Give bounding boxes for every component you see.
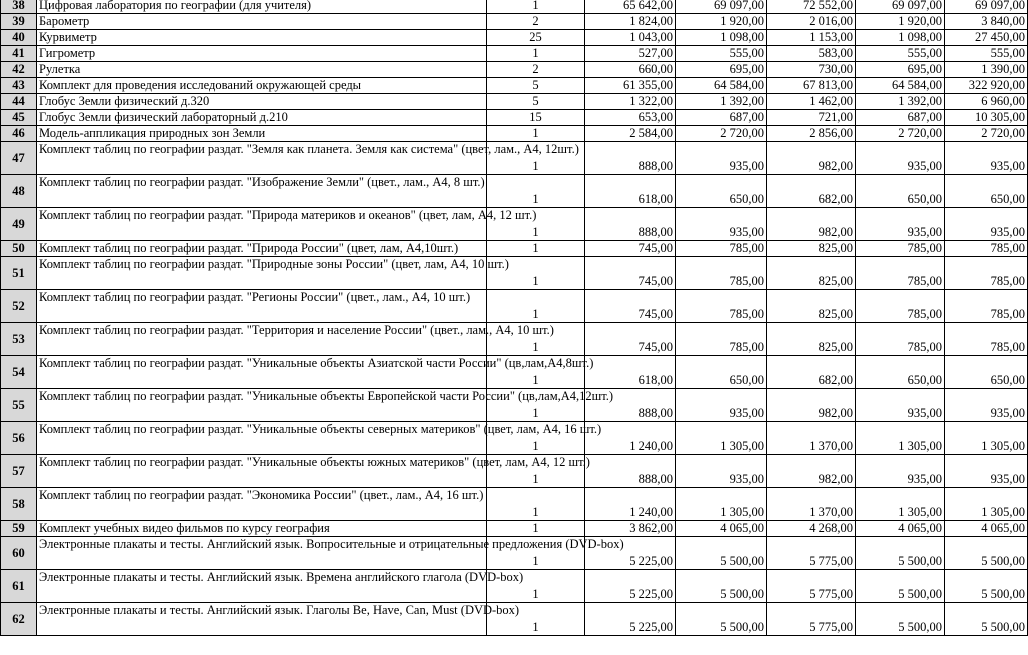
table-row bbox=[1, 94, 1028, 110]
table-row bbox=[1, 110, 1028, 126]
price-1-cell[interactable]: 1 322,00 bbox=[585, 94, 676, 110]
quantity-cell[interactable]: 1 bbox=[487, 455, 585, 488]
total-cell[interactable]: 785,00 bbox=[945, 241, 1028, 257]
total-cell[interactable]: 935,00 bbox=[945, 455, 1028, 488]
table-row bbox=[1, 241, 1028, 257]
price-1-cell[interactable]: 745,00 bbox=[585, 323, 676, 356]
price-3-cell[interactable]: 4 268,00 bbox=[767, 521, 856, 537]
price-2-cell[interactable]: 1 098,00 bbox=[676, 30, 767, 46]
quantity-cell[interactable]: 1 bbox=[487, 521, 585, 537]
item-name-cell[interactable]: Комплект таблиц по географии раздат. "Территория и население России" (цвет., лам., А4, 10 шт.) bbox=[37, 323, 487, 356]
table-row bbox=[1, 142, 1028, 175]
item-name-cell[interactable]: Барометр bbox=[37, 14, 487, 30]
row-number-cell[interactable]: 44 bbox=[1, 94, 37, 110]
row-number-cell[interactable]: 38 bbox=[1, 0, 37, 14]
average-price-cell[interactable]: 785,00 bbox=[856, 241, 945, 257]
item-name-cell[interactable]: Комплект таблиц по географии раздат. "Земля как планета. Земля как система" (цвет, лам., А4, 12шт.) bbox=[37, 142, 487, 175]
row-number-cell[interactable]: 54 bbox=[1, 356, 37, 389]
price-1-cell[interactable]: 1 240,00 bbox=[585, 488, 676, 521]
quantity-cell[interactable]: 1 bbox=[487, 126, 585, 142]
total-cell[interactable]: 5 500,00 bbox=[945, 570, 1028, 603]
average-price-cell[interactable]: 1 305,00 bbox=[856, 422, 945, 455]
average-price-cell[interactable]: 1 305,00 bbox=[856, 488, 945, 521]
price-1-cell[interactable]: 65 642,00 bbox=[585, 0, 676, 14]
price-3-cell[interactable]: 982,00 bbox=[767, 208, 856, 241]
price-3-cell[interactable]: 1 462,00 bbox=[767, 94, 856, 110]
table-row bbox=[1, 208, 1028, 241]
average-price-cell[interactable]: 785,00 bbox=[856, 257, 945, 290]
row-number-cell[interactable]: 48 bbox=[1, 175, 37, 208]
price-1-cell[interactable]: 2 584,00 bbox=[585, 126, 676, 142]
price-1-cell[interactable]: 61 355,00 bbox=[585, 78, 676, 94]
average-price-cell[interactable]: 1 392,00 bbox=[856, 94, 945, 110]
total-cell[interactable]: 1 305,00 bbox=[945, 488, 1028, 521]
price-1-cell[interactable]: 888,00 bbox=[585, 142, 676, 175]
price-2-cell[interactable]: 785,00 bbox=[676, 323, 767, 356]
total-cell[interactable]: 5 500,00 bbox=[945, 537, 1028, 570]
row-number-cell[interactable]: 62 bbox=[1, 603, 37, 636]
item-name-cell[interactable]: Комплект для проведения исследований окружающей среды bbox=[37, 78, 487, 94]
total-cell[interactable]: 785,00 bbox=[945, 290, 1028, 323]
price-2-cell[interactable]: 935,00 bbox=[676, 455, 767, 488]
price-3-cell[interactable]: 682,00 bbox=[767, 356, 856, 389]
average-price-cell[interactable]: 64 584,00 bbox=[856, 78, 945, 94]
item-name-cell[interactable]: Комплект таблиц по географии раздат. "Уникальные объекты северных материков" (цвет, лам, А4, 16 шт.) bbox=[37, 422, 487, 455]
price-3-cell[interactable]: 1 370,00 bbox=[767, 488, 856, 521]
price-2-cell[interactable]: 785,00 bbox=[676, 241, 767, 257]
price-3-cell[interactable]: 2 016,00 bbox=[767, 14, 856, 30]
row-number-cell[interactable]: 40 bbox=[1, 30, 37, 46]
total-cell[interactable]: 10 305,00 bbox=[945, 110, 1028, 126]
item-name-cell[interactable]: Комплект таблиц по географии раздат. "Уникальные объекты Европейской части России" (цв,лам,А4,12шт.) bbox=[37, 389, 487, 422]
row-number-cell[interactable]: 39 bbox=[1, 14, 37, 30]
total-cell[interactable]: 1 305,00 bbox=[945, 422, 1028, 455]
price-3-cell[interactable]: 982,00 bbox=[767, 142, 856, 175]
price-2-cell[interactable]: 555,00 bbox=[676, 46, 767, 62]
quantity-cell[interactable]: 1 bbox=[487, 0, 585, 14]
average-price-cell[interactable]: 650,00 bbox=[856, 356, 945, 389]
item-name-cell[interactable]: Комплект таблиц по географии раздат. "Уникальные объекты южных материков" (цвет, лам, А4, 12 шт.) bbox=[37, 455, 487, 488]
item-name-cell[interactable]: Глобус Земли физический д.320 bbox=[37, 94, 487, 110]
average-price-cell[interactable]: 555,00 bbox=[856, 46, 945, 62]
price-1-cell[interactable]: 1 824,00 bbox=[585, 14, 676, 30]
table-row bbox=[1, 356, 1028, 389]
item-name-cell[interactable]: Гигрометр bbox=[37, 46, 487, 62]
total-cell[interactable]: 935,00 bbox=[945, 142, 1028, 175]
row-number-cell[interactable]: 53 bbox=[1, 323, 37, 356]
price-2-cell[interactable]: 2 720,00 bbox=[676, 126, 767, 142]
total-cell[interactable]: 935,00 bbox=[945, 208, 1028, 241]
average-price-cell[interactable]: 935,00 bbox=[856, 455, 945, 488]
total-cell[interactable]: 650,00 bbox=[945, 356, 1028, 389]
price-3-cell[interactable]: 982,00 bbox=[767, 389, 856, 422]
price-2-cell[interactable]: 1 392,00 bbox=[676, 94, 767, 110]
item-name-cell[interactable]: Комплект таблиц по географии раздат. "Природа России" (цвет, лам, А4,10шт.) bbox=[37, 241, 487, 257]
table-row bbox=[1, 389, 1028, 422]
price-1-cell[interactable]: 5 225,00 bbox=[585, 570, 676, 603]
table-row bbox=[1, 78, 1028, 94]
price-3-cell[interactable]: 5 775,00 bbox=[767, 537, 856, 570]
quantity-cell[interactable]: 1 bbox=[487, 241, 585, 257]
price-3-cell[interactable]: 982,00 bbox=[767, 455, 856, 488]
row-number-cell[interactable]: 59 bbox=[1, 521, 37, 537]
quantity-cell[interactable]: 1 bbox=[487, 570, 585, 603]
price-3-cell[interactable]: 730,00 bbox=[767, 62, 856, 78]
quantity-cell[interactable]: 5 bbox=[487, 94, 585, 110]
price-2-cell[interactable]: 5 500,00 bbox=[676, 537, 767, 570]
price-2-cell[interactable]: 687,00 bbox=[676, 110, 767, 126]
total-cell[interactable]: 935,00 bbox=[945, 389, 1028, 422]
price-3-cell[interactable]: 721,00 bbox=[767, 110, 856, 126]
item-name-cell[interactable]: Комплект таблиц по географии раздат. "Изображение Земли" (цвет., лам., А4, 8 шт.) bbox=[37, 175, 487, 208]
row-number-cell[interactable]: 46 bbox=[1, 126, 37, 142]
price-2-cell[interactable]: 935,00 bbox=[676, 142, 767, 175]
table-row bbox=[1, 521, 1028, 537]
quantity-cell[interactable]: 1 bbox=[487, 603, 585, 636]
price-1-cell[interactable]: 5 225,00 bbox=[585, 537, 676, 570]
price-1-cell[interactable]: 745,00 bbox=[585, 257, 676, 290]
price-1-cell[interactable]: 745,00 bbox=[585, 290, 676, 323]
average-price-cell[interactable]: 785,00 bbox=[856, 290, 945, 323]
row-number-cell[interactable]: 52 bbox=[1, 290, 37, 323]
price-1-cell[interactable]: 888,00 bbox=[585, 208, 676, 241]
average-price-cell[interactable]: 687,00 bbox=[856, 110, 945, 126]
quantity-cell[interactable]: 2 bbox=[487, 14, 585, 30]
price-1-cell[interactable]: 3 862,00 bbox=[585, 521, 676, 537]
average-price-cell[interactable]: 5 500,00 bbox=[856, 603, 945, 636]
table-row bbox=[1, 603, 1028, 636]
price-3-cell[interactable]: 825,00 bbox=[767, 323, 856, 356]
table-row bbox=[1, 257, 1028, 290]
item-name-cell[interactable]: Комплект таблиц по географии раздат. "Природные зоны России" (цвет, лам, А4, 10 шт.) bbox=[37, 257, 487, 290]
price-2-cell[interactable]: 5 500,00 bbox=[676, 570, 767, 603]
average-price-cell[interactable]: 695,00 bbox=[856, 62, 945, 78]
price-2-cell[interactable]: 1 920,00 bbox=[676, 14, 767, 30]
price-2-cell[interactable]: 69 097,00 bbox=[676, 0, 767, 14]
row-number-cell[interactable]: 45 bbox=[1, 110, 37, 126]
average-price-cell[interactable]: 69 097,00 bbox=[856, 0, 945, 14]
row-number-cell[interactable]: 61 bbox=[1, 570, 37, 603]
row-number-cell[interactable]: 47 bbox=[1, 142, 37, 175]
average-price-cell[interactable]: 1 920,00 bbox=[856, 14, 945, 30]
price-2-cell[interactable]: 650,00 bbox=[676, 175, 767, 208]
total-cell[interactable]: 555,00 bbox=[945, 46, 1028, 62]
item-name-cell[interactable]: Комплект таблиц по географии раздат. "Экономика России" (цвет., лам., А4, 16 шт.) bbox=[37, 488, 487, 521]
price-1-cell[interactable]: 745,00 bbox=[585, 241, 676, 257]
average-price-cell[interactable]: 935,00 bbox=[856, 389, 945, 422]
quantity-cell[interactable]: 1 bbox=[487, 290, 585, 323]
table-row bbox=[1, 570, 1028, 603]
table-row bbox=[1, 537, 1028, 570]
item-name-cell[interactable]: Комплект таблиц по географии раздат. "Регионы России" (цвет., лам., А4, 10 шт.) bbox=[37, 290, 487, 323]
price-2-cell[interactable]: 1 305,00 bbox=[676, 422, 767, 455]
item-name-cell[interactable]: Комплект таблиц по географии раздат. "Природа материков и океанов" (цвет, лам, А4, 12 шт.) bbox=[37, 208, 487, 241]
price-3-cell[interactable]: 5 775,00 bbox=[767, 570, 856, 603]
quantity-cell[interactable]: 1 bbox=[487, 488, 585, 521]
table-row bbox=[1, 422, 1028, 455]
price-3-cell[interactable]: 72 552,00 bbox=[767, 0, 856, 14]
quantity-cell[interactable]: 1 bbox=[487, 46, 585, 62]
price-2-cell[interactable]: 4 065,00 bbox=[676, 521, 767, 537]
table-row bbox=[1, 175, 1028, 208]
table-row bbox=[1, 126, 1028, 142]
total-cell[interactable]: 27 450,00 bbox=[945, 30, 1028, 46]
price-1-cell[interactable]: 888,00 bbox=[585, 389, 676, 422]
table-row bbox=[1, 62, 1028, 78]
quantity-cell[interactable]: 1 bbox=[487, 537, 585, 570]
quantity-cell[interactable]: 2 bbox=[487, 62, 585, 78]
row-number-cell[interactable]: 50 bbox=[1, 241, 37, 257]
quantity-cell[interactable]: 1 bbox=[487, 175, 585, 208]
table-row bbox=[1, 488, 1028, 521]
price-3-cell[interactable]: 682,00 bbox=[767, 175, 856, 208]
quantity-cell[interactable]: 1 bbox=[487, 356, 585, 389]
row-number-cell[interactable]: 55 bbox=[1, 389, 37, 422]
quantity-cell[interactable]: 25 bbox=[487, 30, 585, 46]
total-cell[interactable]: 650,00 bbox=[945, 175, 1028, 208]
price-2-cell[interactable]: 785,00 bbox=[676, 257, 767, 290]
row-number-cell[interactable]: 43 bbox=[1, 78, 37, 94]
price-1-cell[interactable]: 5 225,00 bbox=[585, 603, 676, 636]
table-row bbox=[1, 290, 1028, 323]
quantity-cell[interactable]: 5 bbox=[487, 78, 585, 94]
quantity-cell[interactable]: 1 bbox=[487, 389, 585, 422]
row-number-cell[interactable]: 42 bbox=[1, 62, 37, 78]
price-3-cell[interactable]: 67 813,00 bbox=[767, 78, 856, 94]
average-price-cell[interactable]: 935,00 bbox=[856, 142, 945, 175]
row-number-cell[interactable]: 60 bbox=[1, 537, 37, 570]
total-cell[interactable]: 4 065,00 bbox=[945, 521, 1028, 537]
total-cell[interactable]: 785,00 bbox=[945, 257, 1028, 290]
table-row bbox=[1, 323, 1028, 356]
price-1-cell[interactable]: 888,00 bbox=[585, 455, 676, 488]
total-cell[interactable]: 785,00 bbox=[945, 323, 1028, 356]
item-name-cell[interactable]: Электронные плакаты и тесты. Английский язык. Вопросительные и отрицательные предложения (DVD-box) bbox=[37, 537, 487, 570]
total-cell[interactable]: 5 500,00 bbox=[945, 603, 1028, 636]
price-3-cell[interactable]: 1 153,00 bbox=[767, 30, 856, 46]
row-number-cell[interactable]: 49 bbox=[1, 208, 37, 241]
item-name-cell[interactable]: Комплект таблиц по географии раздат. "Уникальные объекты Азиатской части России" (цв,лам,А4,8шт.) bbox=[37, 356, 487, 389]
item-name-cell[interactable]: Глобус Земли физический лабораторный д.210 bbox=[37, 110, 487, 126]
price-3-cell[interactable]: 825,00 bbox=[767, 257, 856, 290]
average-price-cell[interactable]: 1 098,00 bbox=[856, 30, 945, 46]
price-3-cell[interactable]: 1 370,00 bbox=[767, 422, 856, 455]
total-cell[interactable]: 69 097,00 bbox=[945, 0, 1028, 14]
table-row bbox=[1, 30, 1028, 46]
quantity-cell[interactable]: 1 bbox=[487, 208, 585, 241]
price-2-cell[interactable]: 695,00 bbox=[676, 62, 767, 78]
row-number-cell[interactable]: 58 bbox=[1, 488, 37, 521]
price-3-cell[interactable]: 825,00 bbox=[767, 290, 856, 323]
row-number-cell[interactable]: 41 bbox=[1, 46, 37, 62]
average-price-cell[interactable]: 935,00 bbox=[856, 208, 945, 241]
item-name-cell[interactable]: Электронные плакаты и тесты. Английский язык. Глаголы Be, Have, Can, Must (DVD-box) bbox=[37, 603, 487, 636]
price-3-cell[interactable]: 2 856,00 bbox=[767, 126, 856, 142]
price-2-cell[interactable]: 1 305,00 bbox=[676, 488, 767, 521]
table-body bbox=[1, 0, 1028, 636]
price-2-cell[interactable]: 785,00 bbox=[676, 290, 767, 323]
average-price-cell[interactable]: 785,00 bbox=[856, 323, 945, 356]
price-1-cell[interactable]: 1 043,00 bbox=[585, 30, 676, 46]
price-2-cell[interactable]: 5 500,00 bbox=[676, 603, 767, 636]
row-number-cell[interactable]: 56 bbox=[1, 422, 37, 455]
total-cell[interactable]: 6 960,00 bbox=[945, 94, 1028, 110]
total-cell[interactable]: 2 720,00 bbox=[945, 126, 1028, 142]
price-1-cell[interactable]: 1 240,00 bbox=[585, 422, 676, 455]
price-1-cell[interactable]: 653,00 bbox=[585, 110, 676, 126]
table-row bbox=[1, 455, 1028, 488]
price-1-cell[interactable]: 527,00 bbox=[585, 46, 676, 62]
item-name-cell[interactable]: Модель-аппликация природных зон Земли bbox=[37, 126, 487, 142]
price-2-cell[interactable]: 935,00 bbox=[676, 389, 767, 422]
item-name-cell[interactable]: Курвиметр bbox=[37, 30, 487, 46]
price-2-cell[interactable]: 935,00 bbox=[676, 208, 767, 241]
price-3-cell[interactable]: 825,00 bbox=[767, 241, 856, 257]
row-number-cell[interactable]: 51 bbox=[1, 257, 37, 290]
table-row bbox=[1, 46, 1028, 62]
table-row bbox=[1, 14, 1028, 30]
quantity-cell[interactable]: 1 bbox=[487, 257, 585, 290]
total-cell[interactable]: 3 840,00 bbox=[945, 14, 1028, 30]
average-price-cell[interactable]: 5 500,00 bbox=[856, 537, 945, 570]
table-row bbox=[1, 0, 1028, 14]
average-price-cell[interactable]: 650,00 bbox=[856, 175, 945, 208]
price-2-cell[interactable]: 64 584,00 bbox=[676, 78, 767, 94]
price-1-cell[interactable]: 618,00 bbox=[585, 356, 676, 389]
average-price-cell[interactable]: 5 500,00 bbox=[856, 570, 945, 603]
price-1-cell[interactable]: 660,00 bbox=[585, 62, 676, 78]
total-cell[interactable]: 1 390,00 bbox=[945, 62, 1028, 78]
average-price-cell[interactable]: 4 065,00 bbox=[856, 521, 945, 537]
quantity-cell[interactable]: 1 bbox=[487, 323, 585, 356]
item-name-cell[interactable]: Цифровая лаборатория по географии (для учителя) bbox=[37, 0, 487, 14]
row-number-cell[interactable]: 57 bbox=[1, 455, 37, 488]
price-3-cell[interactable]: 5 775,00 bbox=[767, 603, 856, 636]
item-name-cell[interactable]: Рулетка bbox=[37, 62, 487, 78]
price-3-cell[interactable]: 583,00 bbox=[767, 46, 856, 62]
total-cell[interactable]: 322 920,00 bbox=[945, 78, 1028, 94]
item-name-cell[interactable]: Комплект учебных видео фильмов по курсу география bbox=[37, 521, 487, 537]
quantity-cell[interactable]: 1 bbox=[487, 142, 585, 175]
price-1-cell[interactable]: 618,00 bbox=[585, 175, 676, 208]
item-name-cell[interactable]: Электронные плакаты и тесты. Английский язык. Времена английского глагола (DVD-box) bbox=[37, 570, 487, 603]
average-price-cell[interactable]: 2 720,00 bbox=[856, 126, 945, 142]
price-2-cell[interactable]: 650,00 bbox=[676, 356, 767, 389]
quantity-cell[interactable]: 15 bbox=[487, 110, 585, 126]
quantity-cell[interactable]: 1 bbox=[487, 422, 585, 455]
